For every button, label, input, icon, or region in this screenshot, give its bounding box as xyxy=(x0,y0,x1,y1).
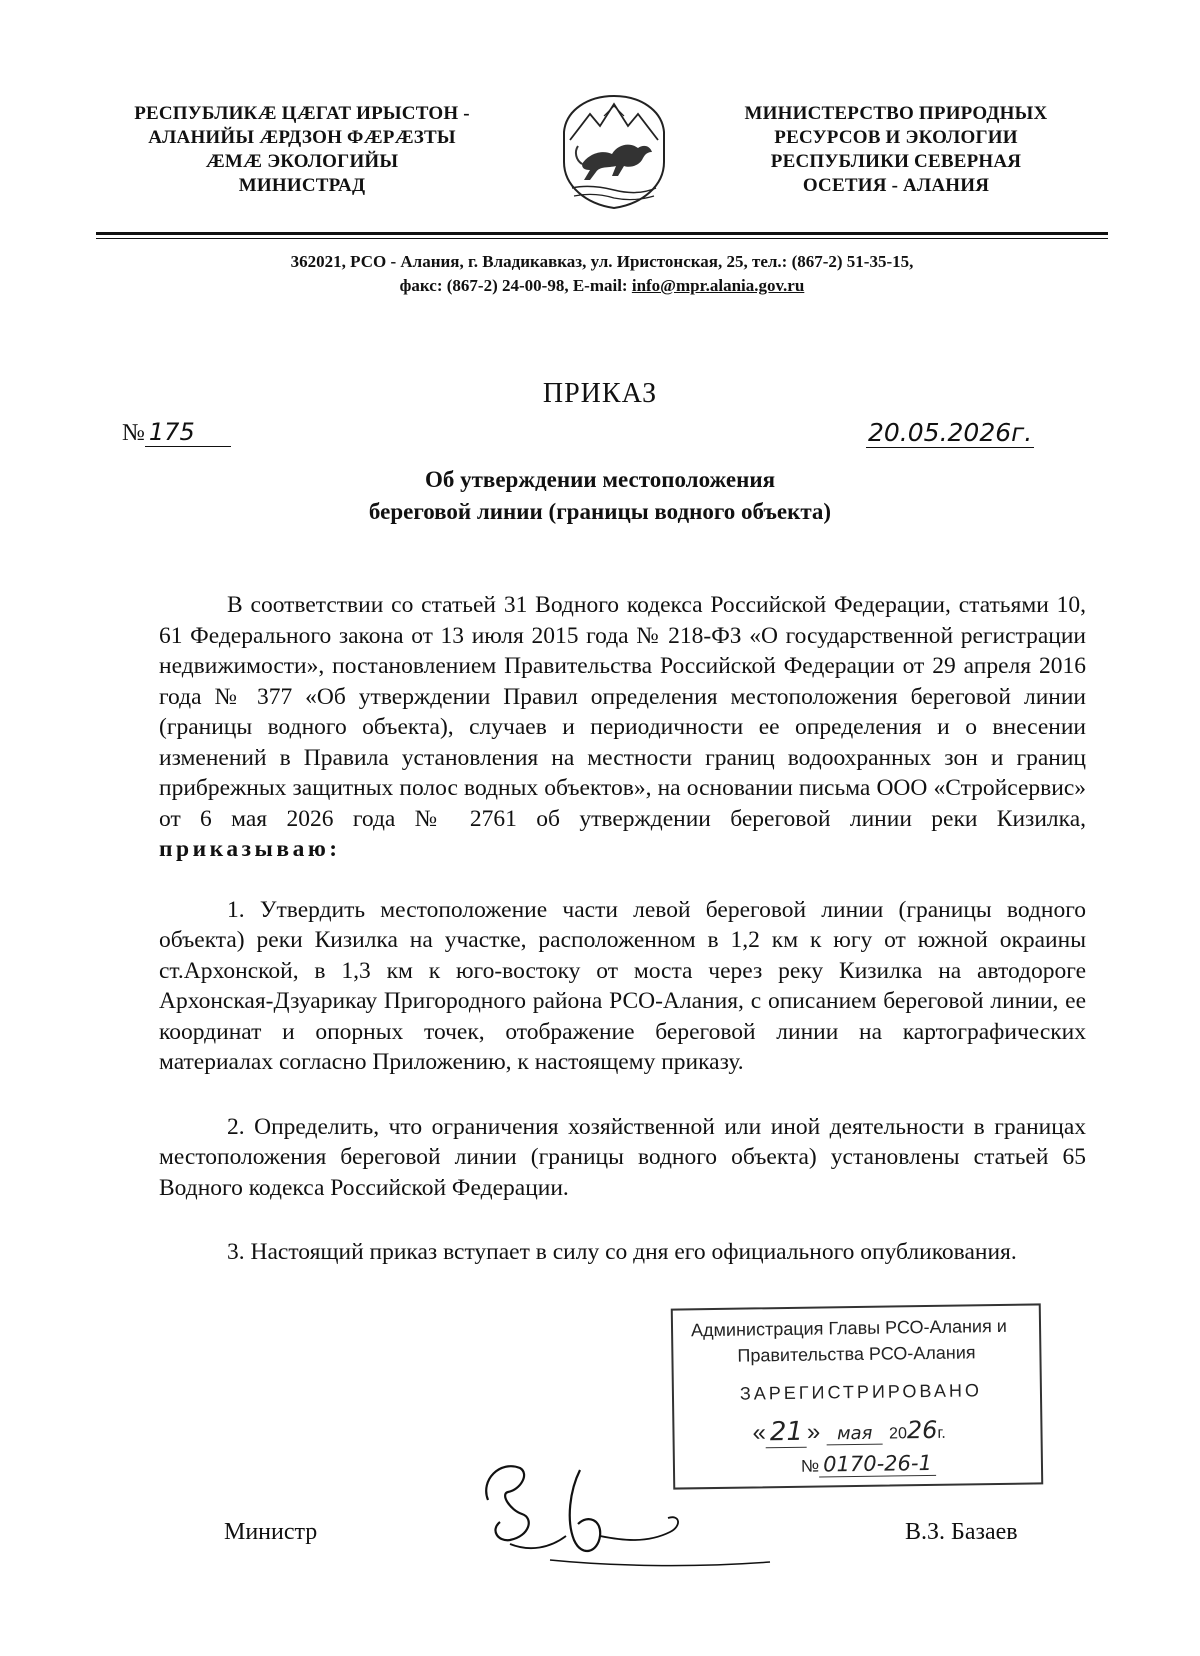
number-label: № xyxy=(122,420,145,446)
coat-of-arms-leopard-mountains-icon xyxy=(560,92,668,210)
header-divider-thin xyxy=(96,238,1108,239)
header-right-line: ОСЕТИЯ - АЛАНИЯ xyxy=(802,175,990,196)
preamble-paragraph xyxy=(159,590,1086,865)
order-verb: приказываю: xyxy=(159,836,341,862)
order-date: 20.05.2026г. xyxy=(868,418,1033,447)
fax-label: факс: (867-2) 24-00-98, E-mail: xyxy=(399,276,632,295)
header-right-russian xyxy=(686,102,1106,198)
stamp-year xyxy=(888,1415,946,1445)
header-divider-thick xyxy=(96,232,1108,235)
stamp-reg-label: № xyxy=(800,1456,820,1476)
header-left-line: ÆМÆ ЭКОЛОГИЙЫ xyxy=(205,151,399,172)
order-subject xyxy=(0,464,1200,528)
header-right-line: МИНИСТЕРСТВО ПРИРОДНЫХ xyxy=(744,103,1048,124)
stamp-registered-label: ЗАРЕГИСТРИРОВАНО xyxy=(739,1380,983,1404)
header-left-line: МИНИСТРАД xyxy=(238,175,366,196)
header-left-line: АЛАНИЙЫ ÆРДЗОН ФÆРÆЗТЫ xyxy=(148,127,456,148)
stamp-authority-line: Администрация Главы РСО-Алания и xyxy=(690,1315,1007,1341)
stamp-reg-number xyxy=(801,1451,936,1477)
document-title: ПРИКАЗ xyxy=(542,378,658,409)
header-left-line: РЕСПУБЛИКÆ ЦÆГАТ ИРЫСТОН - xyxy=(134,103,470,124)
stamp-year-unit: г. xyxy=(937,1424,946,1442)
clause-3: 3. Настоящий приказ вступает в силу со дня его официального опубликования. xyxy=(227,1239,1017,1265)
header-right-line: РЕСУРСОВ И ЭКОЛОГИИ xyxy=(774,127,1018,148)
clause-2: 2. Определить, что ограничения хозяйственной или иной деятельности в границах местоположения береговой линии (границы водного объекта) установлены статьей 65 Водного кодекса Российской Федерации. xyxy=(159,1113,1086,1201)
signer-position: Министр xyxy=(224,1519,318,1545)
signer-name: В.З. Базаев xyxy=(905,1519,1018,1545)
address-line-2 xyxy=(96,274,1108,298)
clause-1: 1. Утвердить местоположение части левой береговой линии (границы водного объекта) реки Кизилка на участке, расположенном в 1,2 км к югу от южной окраины ст.Архонской, в 1,3 км к юго-востоку от моста через реку Кизилка на автодороге Архонская-Дзуарикау Пригородного района РСО-Алания, с описанием береговой линии, ее координат и опорных точек, отображение береговой линии на картографических материалах согласно Приложению, к настоящему приказу. xyxy=(159,896,1086,1075)
header-right-line: РЕСПУБЛИКИ СЕВЕРНАЯ xyxy=(770,151,1022,172)
stamp-year-suffix: 26 xyxy=(906,1415,938,1445)
number-value: 175 xyxy=(145,418,231,447)
stamp-reg-value: 0170-26-1 xyxy=(819,1451,936,1478)
handwritten-signature-icon xyxy=(470,1440,790,1575)
stamp-date: « 21 » мая 2026г. xyxy=(752,1415,946,1448)
subject-line: береговой линии (границы водного объекта) xyxy=(368,499,832,524)
order-body xyxy=(159,590,1086,1268)
stamp-authority-line: Правительства РСО-Алания xyxy=(737,1342,976,1366)
address-line: 362021, РСО - Алания, г. Владикавказ, ул. Иристонская, 25, тел.: (867-2) 51-35-15, xyxy=(290,252,914,271)
address-block xyxy=(96,250,1108,298)
stamp-day: 21 xyxy=(766,1417,808,1449)
stamp-year-prefix: 20 xyxy=(888,1425,908,1443)
order-number xyxy=(122,418,231,447)
preamble-text: В соответствии со статьей 31 Водного кодекса Российской Федерации, статьями 10, 61 Федерального закона от 13 июля 2015 года № 218-ФЗ «О государственной регистрации недвижимости», постановлением Правительства Российской Федерации от 29 апреля 2016 года № 377 «Об утверждении Правил определения местоположения береговой линии (границы водного объекта), случаев и периодичности ее определения и о внесении изменений в Правила установления на местности границ водоохранных зон и границ прибрежных защитных полос водных объектов», на основании письма ООО «Стройсервис» от 6 мая 2026 года № 2761 об утверждении береговой линии реки Кизилка, xyxy=(159,592,1086,832)
header-left-osetian xyxy=(92,102,512,198)
email-link[interactable]: info@mpr.alania.gov.ru xyxy=(631,276,805,295)
stamp-month: мая xyxy=(827,1423,883,1446)
subject-line: Об утверждении местоположения xyxy=(424,467,776,492)
